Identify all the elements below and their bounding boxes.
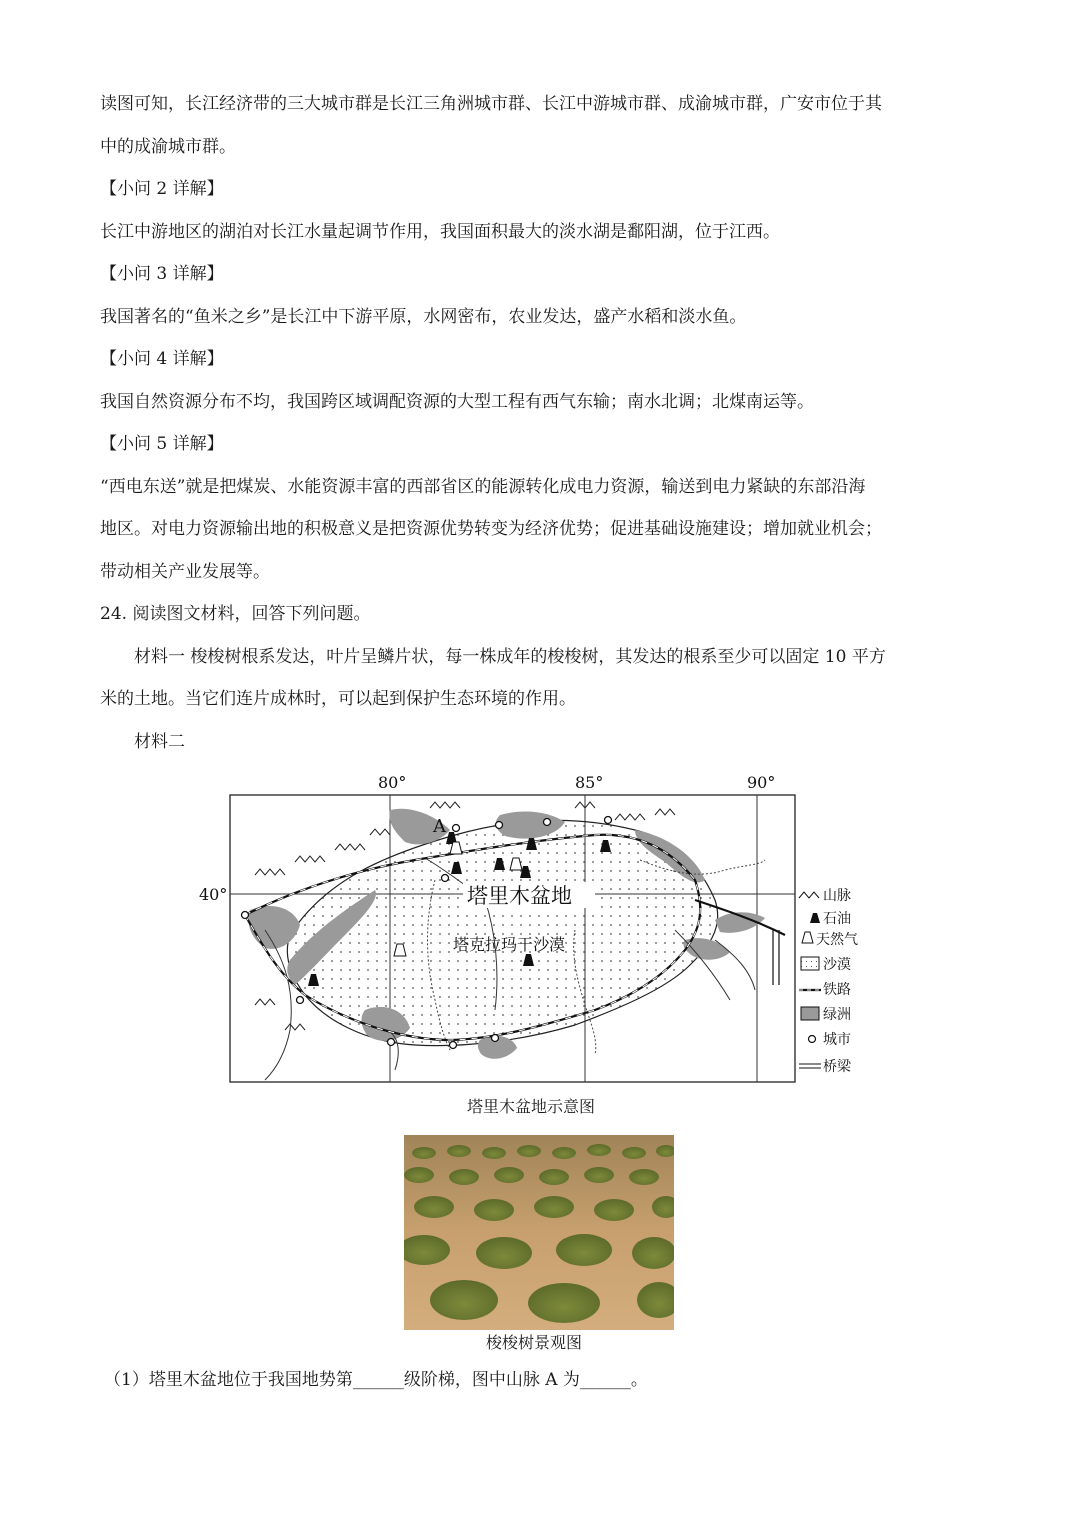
legend-label-railway: 铁路	[823, 982, 851, 998]
answer-p4: 我国自然资源分布不均，我国跨区域调配资源的大型工程有西气东输；南水北调；北煤南运等。	[100, 392, 814, 412]
heading-q3: 【小问 3 详解】	[100, 264, 224, 284]
legend-item-bridge	[799, 1058, 852, 1075]
photo-caption: 梭梭树景观图	[486, 1333, 583, 1352]
bridge-icon	[799, 1064, 821, 1068]
tarim-basin-label: 塔里木盆地	[467, 884, 572, 908]
tarim-basin-map	[195, 770, 885, 1090]
legend-item-desert	[801, 957, 851, 973]
city-icon	[809, 1036, 816, 1043]
legend-label-bridge: 桥梁	[823, 1059, 851, 1075]
legend-item-oil	[810, 910, 851, 927]
heading-q5: 【小问 5 详解】	[100, 434, 224, 454]
legend-item-gas	[802, 932, 858, 948]
gas-icon	[802, 932, 813, 943]
heading-q2: 【小问 2 详解】	[100, 179, 224, 199]
oil-icon	[810, 913, 820, 923]
legend-label-gas: 天然气	[816, 932, 858, 948]
material1-line2: 米的土地。当它们连片成林时，可以起到保护生态环境的作用。	[100, 689, 576, 709]
taklamakan-desert	[287, 820, 717, 1045]
legend-label-mountain: 山脉	[823, 888, 851, 904]
saxaul-landscape-photo	[404, 1135, 674, 1330]
question-24-part-1: （1）塔里木盆地位于我国地势第______级阶梯，图中山脉 A 为______。	[104, 1370, 648, 1390]
answer-p5-line2: 地区。对电力资源输出地的积极意义是把资源优势转变为经济优势；促进基础设施建设；增加就业机会；	[100, 519, 882, 539]
mountain-a-label: A	[433, 816, 446, 837]
lat-label-40: 40°	[199, 885, 228, 904]
desert-icon	[801, 957, 819, 970]
answer-p1-line2: 中的成渝城市群。	[100, 137, 236, 157]
material2-label: 材料二	[134, 732, 185, 752]
mountain-icon	[799, 892, 819, 898]
legend-label-oasis: 绿洲	[823, 1007, 851, 1023]
oasis-icon	[801, 1007, 819, 1020]
lon-label-85: 85°	[575, 773, 604, 792]
bridge	[773, 930, 779, 985]
legend-label-city: 城市	[823, 1032, 851, 1048]
map-legend	[799, 888, 858, 1075]
taklamakan-desert-label: 塔克拉玛干沙漠	[453, 935, 566, 954]
legend-item-oasis	[801, 1007, 851, 1023]
answer-p5-line3: 带动相关产业发展等。	[100, 562, 270, 582]
legend-label-oil: 石油	[823, 911, 851, 927]
legend-label-desert: 沙漠	[823, 957, 851, 973]
legend-item-railway	[799, 981, 851, 998]
heading-q4: 【小问 4 详解】	[100, 349, 224, 369]
lon-label-80: 80°	[378, 773, 407, 792]
map-caption: 塔里木盆地示意图	[467, 1097, 596, 1116]
legend-item-mountain	[799, 888, 851, 904]
question-24-title: 24. 阅读图文材料，回答下列问题。	[100, 604, 371, 624]
lon-label-90: 90°	[747, 773, 776, 792]
answer-p1-line1: 读图可知，长江经济带的三大城市群是长江三角洲城市群、长江中游城市群、成渝城市群，广安市位于其	[100, 94, 882, 114]
answer-p5-line1: “西电东送”就是把煤炭、水能资源丰富的西部省区的能源转化成电力资源，输送到电力紧缺的东部沿海	[100, 477, 866, 497]
legend-item-city	[809, 1032, 852, 1048]
answer-p2: 长江中游地区的湖泊对长江水量起调节作用，我国面积最大的淡水湖是鄱阳湖，位于江西。	[100, 222, 780, 242]
material1-line1: 材料一 梭梭树根系发达，叶片呈鳞片状，每一株成年的梭梭树，其发达的根系至少可以固定 10 平方	[134, 647, 886, 667]
answer-p3: 我国著名的“鱼米之乡”是长江中下游平原，水网密布，农业发达，盛产水稻和淡水鱼。	[100, 307, 747, 327]
